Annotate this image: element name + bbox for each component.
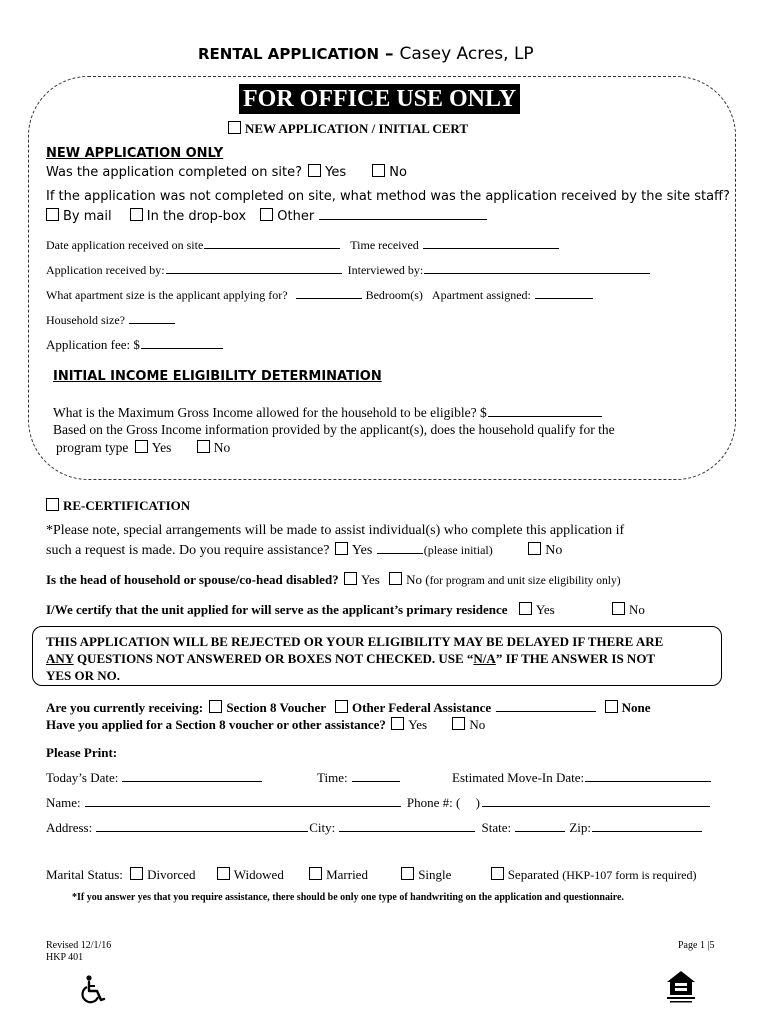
recertification-checkbox[interactable] — [46, 498, 59, 511]
onsite-question-row: Was the application completed on site? Yes No — [46, 165, 407, 180]
date-received-row: Date application received on site Time received — [46, 236, 560, 253]
applied-section8-row: Have you applied for a Section 8 voucher or other assistance? Yes No — [46, 717, 486, 732]
assistance-note-line2: such a request is made. Do you require assistance? Yes (please initial) No — [46, 543, 563, 558]
form-number: HKP 401 — [46, 952, 84, 963]
title-main: RENTAL APPLICATION — [198, 45, 380, 63]
wheelchair-icon — [80, 975, 108, 1005]
assistance-no-checkbox[interactable] — [528, 542, 541, 555]
document-title: RENTAL APPLICATION – Casey Acres, LP — [198, 44, 534, 64]
by-mail-checkbox[interactable] — [46, 208, 59, 221]
method-question: If the application was not completed on site, what method was the application received by the site staff? — [46, 189, 730, 204]
name-line[interactable] — [85, 794, 401, 807]
phone-line[interactable] — [482, 794, 710, 807]
widowed-checkbox[interactable] — [217, 867, 230, 880]
applied-no-checkbox[interactable] — [452, 717, 465, 730]
office-use-banner: FOR OFFICE USE ONLY — [239, 84, 520, 114]
time-label: Time: — [317, 769, 401, 786]
other-method-checkbox[interactable] — [260, 208, 273, 221]
application-fee-line[interactable] — [141, 336, 223, 349]
disabled-question-row: Is the head of household or spouse/co-head disabled? Yes No (for program and unit size eligibility only) — [46, 572, 621, 587]
disabled-no-checkbox[interactable] — [389, 572, 402, 585]
application-fee-row: Application fee: $ — [46, 336, 224, 353]
max-income-row: What is the Maximum Gross Income allowed for the household to be eligible? $ — [53, 404, 603, 421]
marital-status-row: Marital Status: Divorced Widowed Married Single Separated (HKP-107 form is required) — [46, 867, 697, 882]
certify-yes-checkbox[interactable] — [519, 602, 532, 615]
onsite-no-checkbox[interactable] — [372, 164, 385, 177]
applied-yes-checkbox[interactable] — [391, 717, 404, 730]
other-federal-line[interactable] — [496, 699, 596, 712]
handwriting-note: *If you answer yes that you require assistance, there should be only one type of handwriting on the application and questionnaire. — [72, 892, 624, 903]
receiving-assistance-row: Are you currently receiving: Section 8 Voucher Other Federal Assistance None — [46, 700, 651, 715]
address-row: Address: City: State: Zip: — [46, 819, 703, 836]
equal-housing-icon — [664, 968, 698, 1004]
assistance-initial-line[interactable] — [377, 541, 423, 554]
new-application-only-heading: NEW APPLICATION ONLY — [46, 146, 224, 161]
section8-checkbox[interactable] — [209, 700, 222, 713]
todays-date-label: Today’s Date: — [46, 769, 263, 786]
assistance-yes-checkbox[interactable] — [335, 542, 348, 555]
recertification-row: RE-CERTIFICATION — [46, 498, 190, 514]
revised-date: Revised 12/1/16 — [46, 940, 112, 951]
onsite-yes-checkbox[interactable] — [308, 164, 321, 177]
city-line[interactable] — [339, 819, 475, 832]
received-by-line[interactable] — [166, 261, 342, 274]
date-received-line[interactable] — [204, 236, 340, 249]
drop-box-checkbox[interactable] — [130, 208, 143, 221]
time-received-line[interactable] — [423, 236, 559, 249]
new-application-checkbox-row[interactable]: NEW APPLICATION / INITIAL CERT — [228, 121, 468, 137]
warning-line1: THIS APPLICATION WILL BE REJECTED OR YOUR ELIGIBILITY MAY BE DELAYED IF THERE ARE — [46, 634, 664, 649]
title-sub: Casey Acres, LP — [399, 44, 534, 64]
apartment-size-line[interactable] — [296, 286, 362, 299]
zip-line[interactable] — [592, 819, 702, 832]
qualify-no-checkbox[interactable] — [197, 440, 210, 453]
interviewed-by-line[interactable] — [424, 261, 650, 274]
single-checkbox[interactable] — [401, 867, 414, 880]
please-print-label: Please Print: — [46, 745, 118, 760]
divorced-checkbox[interactable] — [130, 867, 143, 880]
certify-residence-row: I/We certify that the unit applied for will serve as the applicant’s primary residence Yes No — [46, 602, 645, 617]
assistance-note-line1: *Please note, special arrangements will be made to assist individual(s) who complete this application if — [46, 523, 625, 538]
household-size-line[interactable] — [129, 311, 175, 324]
other-federal-checkbox[interactable] — [335, 700, 348, 713]
qualify-yes-checkbox[interactable] — [135, 440, 148, 453]
apartment-size-row: What apartment size is the applicant applying for? Bedroom(s) Apartment assigned: — [46, 286, 594, 303]
household-size-row: Household size? — [46, 311, 176, 328]
apartment-assigned-line[interactable] — [535, 286, 593, 299]
certify-no-checkbox[interactable] — [612, 602, 625, 615]
income-eligibility-heading: INITIAL INCOME ELIGIBILITY DETERMINATION — [53, 369, 382, 384]
other-method-line[interactable] — [319, 207, 487, 220]
todays-date-line[interactable] — [122, 769, 262, 782]
time-line[interactable] — [352, 769, 400, 782]
household-qualify-question: Based on the Gross Income information provided by the applicant(s), does the household qualify for the — [53, 422, 615, 437]
name-row: Name: Phone #: ( ) — [46, 794, 711, 811]
method-options-row: By mail In the drop-box Other — [46, 207, 488, 224]
received-by-row: Application received by: Interviewed by: — [46, 261, 651, 278]
move-in-label: Estimated Move-In Date: — [452, 769, 712, 786]
separated-checkbox[interactable] — [491, 867, 504, 880]
move-in-line[interactable] — [585, 769, 711, 782]
new-application-checkbox[interactable] — [228, 121, 241, 134]
warning-line2: ANY QUESTIONS NOT ANSWERED OR BOXES NOT CHECKED. USE “N/A” IF THE ANSWER IS NOT — [46, 651, 656, 666]
state-line[interactable] — [515, 819, 565, 832]
page-number: Page 1 |5 — [678, 940, 715, 951]
married-checkbox[interactable] — [309, 867, 322, 880]
none-checkbox[interactable] — [605, 700, 618, 713]
max-income-line[interactable] — [488, 404, 602, 417]
disabled-yes-checkbox[interactable] — [344, 572, 357, 585]
address-line[interactable] — [96, 819, 308, 832]
warning-line3: YES OR NO. — [46, 668, 121, 683]
program-type-row: program type Yes No — [56, 440, 231, 455]
